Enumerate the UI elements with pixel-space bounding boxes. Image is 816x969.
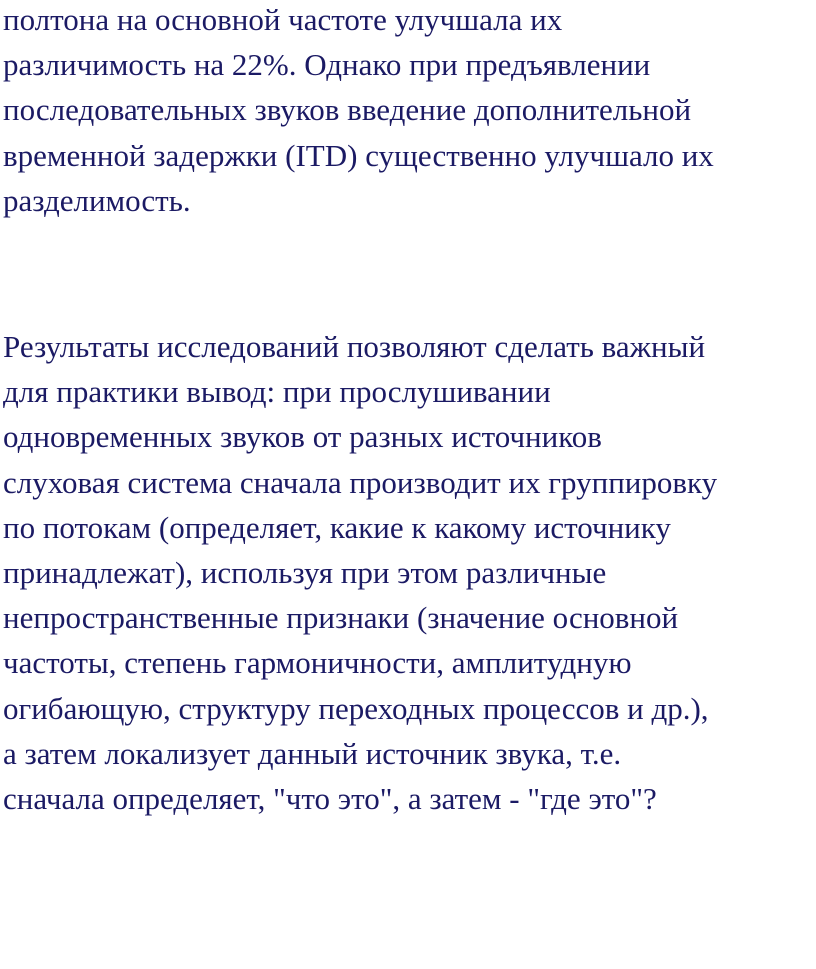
text-line: непространственные признаки (значение основной [3, 600, 679, 636]
text-line: а затем локализует данный источник звука, т.е. [3, 735, 622, 771]
text-line: различимость на 22%. Однако при предъявлении [3, 47, 651, 83]
text-line: для практики вывод: при прослушивании [3, 374, 551, 410]
text-line: по потокам (определяет, какие к какому источнику [3, 509, 671, 545]
text-line: частоты, степень гармоничности, амплитудную [3, 645, 632, 681]
text-line: одновременных звуков от разных источников [3, 419, 602, 455]
text-line: огибающую, структуру переходных процессов и др.), [3, 690, 709, 726]
text-line: Результаты исследований позволяют сделать важный [3, 329, 706, 364]
text-line: слуховая система сначала производит их группировку [3, 464, 718, 500]
text-line: последовательных звуков введение дополнительной [3, 92, 692, 128]
paragraph-1 [3, 0, 813, 223]
paragraph-2 [3, 324, 813, 821]
text-line: сначала определяет, "что это", а затем - "где это"? [3, 781, 657, 817]
text-line: разделимость. [3, 182, 191, 218]
text-line: временной задержки (ITD) существенно улучшало их [3, 137, 714, 173]
text-line: принадлежат), используя при этом различные [3, 555, 607, 591]
text-line: полтона на основной частоте улучшала их [3, 2, 563, 37]
